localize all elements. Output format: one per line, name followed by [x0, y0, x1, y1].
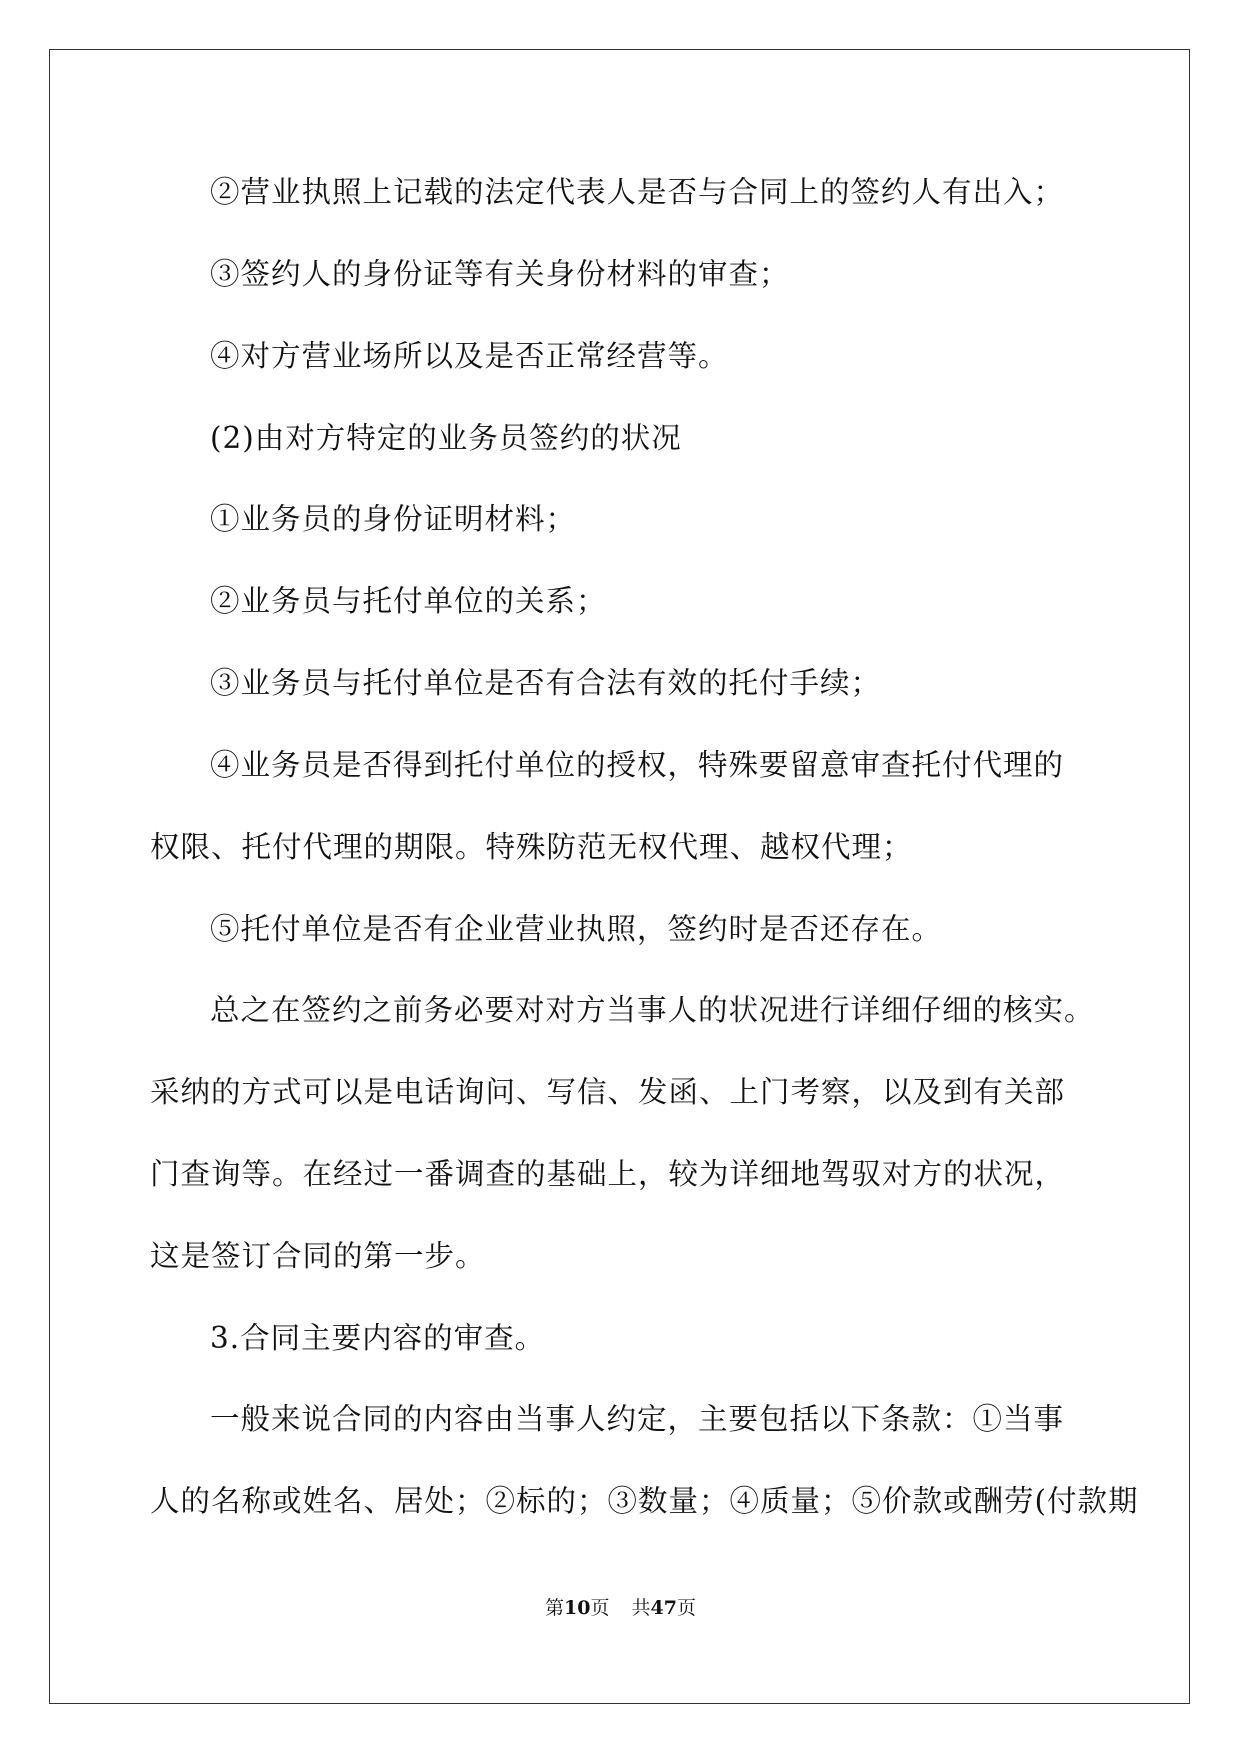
paragraph-line: ③业务员与托付单位是否有合法有效的托付手续； [210, 666, 882, 700]
paragraph-line: 一般来说合同的内容由当事人约定，主要包括以下条款：①当事 [210, 1402, 1065, 1436]
paragraph-line: 门查询等。在经过一番调查的基础上，较为详细地驾驭对方的状况， [150, 1157, 1066, 1191]
paragraph-line: ④对方营业场所以及是否正常经营等。 [210, 339, 729, 373]
paragraph-line: ②营业执照上记载的法定代表人是否与合同上的签约人有出入； [210, 175, 1065, 209]
paragraph-line: 采纳的方式可以是电话询问、写信、发函、上门考察，以及到有关部 [150, 1075, 1066, 1109]
paragraph-line: ①业务员的身份证明材料； [210, 502, 577, 536]
paragraph-line: ⑤托付单位是否有企业营业执照，签约时是否还存在。 [210, 912, 943, 946]
paragraph-line: 总之在签约之前务必要对对方当事人的状况进行详细仔细的核实。 [210, 993, 1095, 1027]
page-border [49, 49, 1190, 1704]
page-footer [0, 1596, 1241, 1620]
total-suffix: 页 [676, 1597, 696, 1619]
page-prefix: 第 [545, 1597, 565, 1619]
paragraph-line: ②业务员与托付单位的关系； [210, 584, 607, 618]
total-prefix: 共 [631, 1597, 651, 1619]
paragraph-line: 权限、托付代理的期限。特殊防范无权代理、越权代理； [150, 830, 913, 864]
section-heading: (2)由对方特定的业务员签约的状况 [210, 421, 682, 455]
paragraph-line: 人的名称或姓名、居处；②标的；③数量；④质量；⑤价款或酬劳(付款期 [150, 1484, 1139, 1518]
total-pages-number: 47 [650, 1597, 677, 1619]
page-suffix: 页 [590, 1597, 610, 1619]
section-heading: 3.合同主要内容的审查。 [210, 1321, 546, 1355]
paragraph-line: 这是签订合同的第一步。 [150, 1239, 486, 1273]
paragraph-line: ④业务员是否得到托付单位的授权，特殊要留意审查托付代理的 [210, 748, 1065, 782]
current-page-number: 10 [564, 1597, 591, 1619]
paragraph-line: ③签约人的身份证等有关身份材料的审查； [210, 257, 790, 291]
